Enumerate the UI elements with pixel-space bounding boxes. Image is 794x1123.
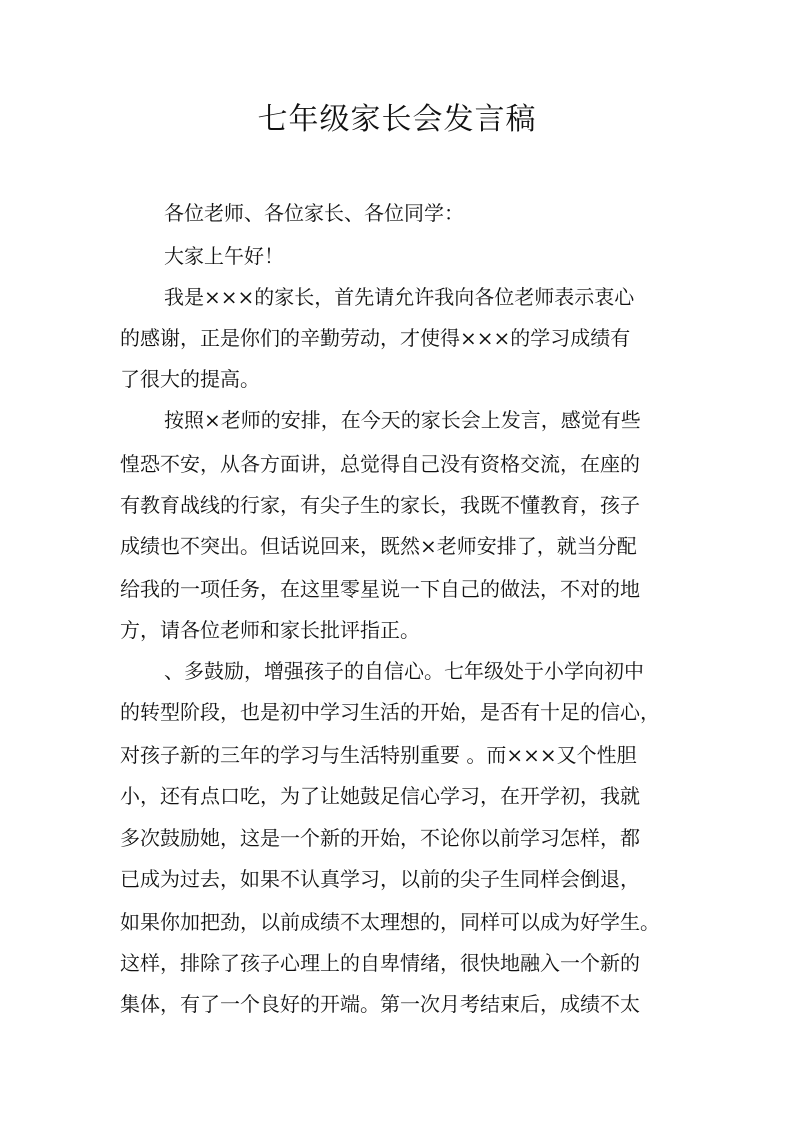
body-line: 如果你加把劲，以前成绩不太理想的，同样可以成为好学生。 [120,910,660,934]
body-line: 、多鼓励，增强孩子的自信心。七年级处于小学向初中 [164,659,644,683]
body-line: 了很大的提高。 [120,367,260,391]
body-line: 的转型阶段，也是初中学习生活的开始，是否有十足的信心， [120,700,660,724]
body-line: 的感谢，正是你们的辛勤劳动，才使得×××的学习成绩有 [120,326,631,350]
body-line: 按照×老师的安排，在今天的家长会上发言，感觉有些 [164,408,641,432]
body-line: 惶恐不安，从各方面讲，总觉得自己没有资格交流，在座的 [120,452,640,476]
body-line: 这样，排除了孩子心理上的自卑情绪，很快地融入一个新的 [120,951,640,975]
body-line: 对孩子新的三年的学习与生活特别重要 。而×××又个性胆 [120,743,637,767]
body-line: 方，请各位老师和家长批评指正。 [120,618,420,642]
body-line: 我是×××的家长，首先请允许我向各位老师表示衷心 [164,285,635,309]
body-line: 已成为过去，如果不认真学习，以前的尖子生同样会倒退， [120,867,640,891]
body-line: 成绩也不突出。但话说回来，既然×老师安排了，就当分配 [120,534,637,558]
document-title: 七年级家长会发言稿 [257,102,537,137]
greeting-line: 各位老师、各位家长、各位同学： [164,201,464,225]
body-line: 集体，有了一个良好的开端。第一次月考结束后，成绩不太 [120,992,640,1016]
body-line: 小，还有点口吃，为了让她鼓足信心学习，在开学初，我就 [120,784,640,808]
body-line: 多次鼓励她，这是一个新的开始，不论你以前学习怎样，都 [120,826,640,850]
salutation-line: 大家上午好！ [164,244,284,268]
body-line: 给我的一项任务，在这里零星说一下自己的做法，不对的地 [120,577,640,601]
body-line: 有教育战线的行家，有尖子生的家长，我既不懂教育，孩子 [120,493,640,517]
